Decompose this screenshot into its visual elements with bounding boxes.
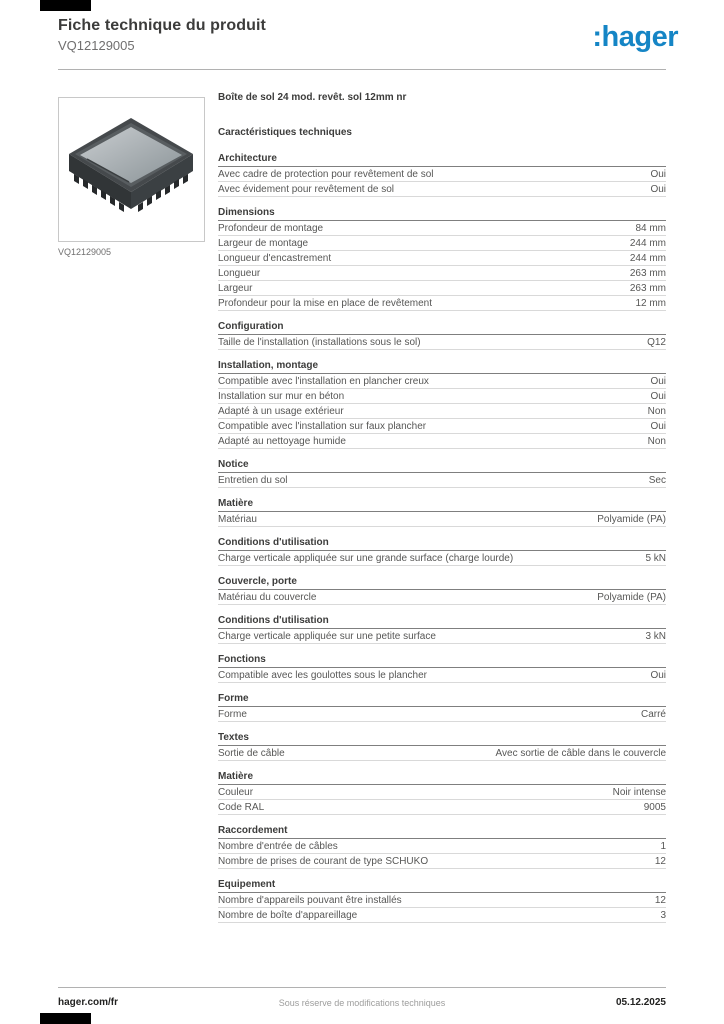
spec-label: Couleur <box>218 787 254 798</box>
section <box>218 360 666 449</box>
spec-row <box>218 707 666 722</box>
section <box>218 153 666 197</box>
spec-label: Entretien du sol <box>218 475 288 486</box>
section <box>218 879 666 923</box>
spec-value: Non <box>647 436 666 447</box>
section-title: Conditions d'utilisation <box>218 615 666 629</box>
spec-label: Compatible avec l'installation en plancher creux <box>218 376 429 387</box>
specifications-column <box>218 92 666 933</box>
spec-row <box>218 839 666 854</box>
spec-value: Oui <box>650 376 666 387</box>
product-image-caption: VQ12129005 <box>58 247 112 257</box>
spec-value: Oui <box>650 421 666 432</box>
spec-value: Oui <box>650 169 666 180</box>
product-name: Boîte de sol 24 mod. revêt. sol 12mm nr <box>218 92 407 103</box>
section <box>218 615 666 644</box>
spec-value: Avec sortie de câble dans le couvercle <box>495 748 666 759</box>
spec-label: Nombre de prises de courant de type SCHUKO <box>218 856 429 867</box>
spec-row <box>218 419 666 434</box>
spec-label: Code RAL <box>218 802 265 813</box>
section <box>218 771 666 815</box>
section-title: Architecture <box>218 153 666 167</box>
spec-label: Taille de l'installation (installations sous le sol) <box>218 337 421 348</box>
footer-divider <box>58 987 666 988</box>
spec-value: 3 <box>660 910 666 921</box>
spec-label: Avec cadre de protection pour revêtement de sol <box>218 169 434 180</box>
spec-row <box>218 512 666 527</box>
spec-value: Polyamide (PA) <box>597 514 666 525</box>
spec-value: 12 <box>654 856 666 867</box>
spec-label: Profondeur de montage <box>218 223 324 234</box>
spec-value: Sec <box>648 475 666 486</box>
spec-row <box>218 266 666 281</box>
print-mark-bottom <box>40 1013 91 1024</box>
spec-label: Nombre de boîte d'appareillage <box>218 910 358 921</box>
page-title: Fiche technique du produit <box>58 17 266 34</box>
section <box>218 498 666 527</box>
spec-value: Oui <box>650 184 666 195</box>
section-title: Textes <box>218 732 666 746</box>
spec-row <box>218 281 666 296</box>
product-image-frame <box>58 97 205 242</box>
section <box>218 459 666 488</box>
section <box>218 576 666 605</box>
spec-row <box>218 236 666 251</box>
product-photo <box>59 98 204 241</box>
section <box>218 321 666 350</box>
hager-logo: :hager <box>592 21 678 53</box>
section-title: Couvercle, porte <box>218 576 666 590</box>
print-mark-top <box>40 0 91 11</box>
spec-row <box>218 389 666 404</box>
spec-row <box>218 551 666 566</box>
spec-row <box>218 182 666 197</box>
spec-row <box>218 785 666 800</box>
spec-label: Charge verticale appliquée sur une petite surface <box>218 631 436 642</box>
spec-value: 9005 <box>643 802 666 813</box>
spec-label: Adapté au nettoyage humide <box>218 436 346 447</box>
footer-disclaimer: Sous réserve de modifications techniques <box>278 998 446 1008</box>
spec-label: Longueur d'encastrement <box>218 253 332 264</box>
spec-value: Non <box>647 406 666 417</box>
spec-value: 1 <box>660 841 666 852</box>
product-reference: VQ12129005 <box>58 38 135 53</box>
spec-row <box>218 746 666 761</box>
spec-value: 244 mm <box>629 253 666 264</box>
spec-value: 84 mm <box>635 223 666 234</box>
section-title: Forme <box>218 693 666 707</box>
section-title: Configuration <box>218 321 666 335</box>
section <box>218 825 666 869</box>
spec-label: Profondeur pour la mise en place de revêtement <box>218 298 433 309</box>
spec-value: Oui <box>650 391 666 402</box>
spec-label: Matériau du couvercle <box>218 592 317 603</box>
spec-label: Longueur <box>218 268 261 279</box>
footer-website: hager.com/fr <box>58 997 119 1008</box>
spec-row <box>218 908 666 923</box>
spec-value: 263 mm <box>629 268 666 279</box>
spec-row <box>218 590 666 605</box>
section-title: Matière <box>218 498 666 512</box>
spec-label: Compatible avec l'installation sur faux plancher <box>218 421 427 432</box>
spec-label: Largeur <box>218 283 253 294</box>
spec-label: Installation sur mur en béton <box>218 391 345 402</box>
spec-label: Largeur de montage <box>218 238 309 249</box>
spec-label: Charge verticale appliquée sur une grande surface (charge lourde) <box>218 553 514 564</box>
spec-label: Avec évidement pour revêtement de sol <box>218 184 395 195</box>
spec-value: Q12 <box>647 337 666 348</box>
spec-label: Sortie de câble <box>218 748 285 759</box>
section-title: Matière <box>218 771 666 785</box>
section-title: Notice <box>218 459 666 473</box>
spec-row <box>218 434 666 449</box>
spec-value: Carré <box>640 709 666 720</box>
section <box>218 654 666 683</box>
section-title: Dimensions <box>218 207 666 221</box>
spec-label: Forme <box>218 709 247 720</box>
section-title: Raccordement <box>218 825 666 839</box>
spec-value: 12 <box>654 895 666 906</box>
footer-date: 05.12.2025 <box>615 997 666 1008</box>
sections <box>218 153 666 923</box>
spec-label: Nombre d'entrée de câbles <box>218 841 338 852</box>
spec-label: Adapté à un usage extérieur <box>218 406 344 417</box>
spec-row <box>218 629 666 644</box>
spec-row <box>218 668 666 683</box>
spec-row <box>218 800 666 815</box>
spec-value: 263 mm <box>629 283 666 294</box>
spec-label: Compatible avec les goulottes sous le plancher <box>218 670 428 681</box>
spec-value: 3 kN <box>645 631 666 642</box>
section <box>218 537 666 566</box>
section <box>218 693 666 722</box>
header-divider <box>58 69 666 70</box>
spec-row <box>218 473 666 488</box>
spec-row <box>218 374 666 389</box>
spec-row <box>218 221 666 236</box>
spec-label: Matériau <box>218 514 257 525</box>
section-title: Fonctions <box>218 654 666 668</box>
spec-value: 244 mm <box>629 238 666 249</box>
section-title: Conditions d'utilisation <box>218 537 666 551</box>
spec-value: Noir intense <box>612 787 666 798</box>
section-title: Installation, montage <box>218 360 666 374</box>
spec-row <box>218 893 666 908</box>
spec-value: 5 kN <box>645 553 666 564</box>
spec-label: Nombre d'appareils pouvant être installés <box>218 895 402 906</box>
spec-row <box>218 167 666 182</box>
spec-row <box>218 251 666 266</box>
section <box>218 732 666 761</box>
spec-row <box>218 335 666 350</box>
section <box>218 207 666 311</box>
characteristics-heading: Caractéristiques techniques <box>218 127 352 138</box>
spec-row <box>218 296 666 311</box>
spec-row <box>218 854 666 869</box>
spec-value: 12 mm <box>635 298 666 309</box>
section-title: Equipement <box>218 879 666 893</box>
spec-value: Polyamide (PA) <box>597 592 666 603</box>
spec-value: Oui <box>650 670 666 681</box>
spec-row <box>218 404 666 419</box>
